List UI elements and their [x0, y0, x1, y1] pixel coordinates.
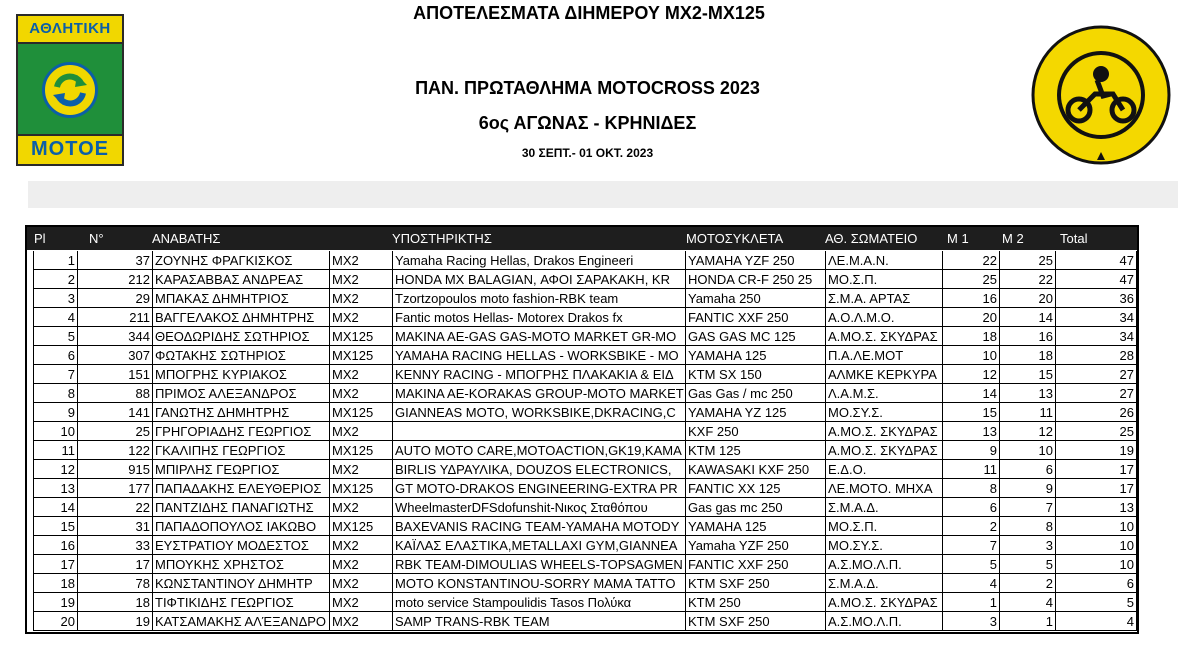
cell-club: Σ.Μ.Α. ΑΡΤΑΣ	[826, 289, 943, 308]
cell-rider: ΒΑΓΓΕΛΑΚΟΣ ΔΗΜΗΤΡΗΣ	[153, 308, 330, 327]
cell-moto1: 9	[943, 441, 1000, 460]
cell-rider: ΦΩΤΑΚΗΣ ΣΩΤΗΡΙΟΣ	[153, 346, 330, 365]
cell-moto1: 15	[943, 403, 1000, 422]
col-header-sponsor: ΥΠΟΣΤΗΡΙΚΤΗΣ	[392, 231, 492, 246]
table-row	[33, 346, 1137, 365]
cell-class: MX125	[330, 403, 393, 422]
cell-rider: ΘΕΟΔΩΡΙΔΗΣ ΣΩΤΗΡΙΟΣ	[153, 327, 330, 346]
cell-moto2: 7	[1000, 498, 1056, 517]
cell-class: MX2	[330, 555, 393, 574]
logo-top-text: ΑΘΛΗΤΙΚΗ	[29, 20, 111, 37]
cell-rider: ΜΠΟΓΡΗΣ ΚΥΡΙΑΚΟΣ	[153, 365, 330, 384]
cell-moto1: 4	[943, 574, 1000, 593]
cell-total: 28	[1056, 346, 1137, 365]
cell-club: ΑΛΜΚΕ ΚΕΡΚΥΡΑ	[826, 365, 943, 384]
results-table	[25, 225, 1139, 634]
logo-circle	[42, 62, 98, 118]
cell-club: ΜΟ.Σ.Π.	[826, 517, 943, 536]
cell-moto2: 6	[1000, 460, 1056, 479]
cell-rider: ΠΑΝΤΖΙΔΗΣ ΠΑΝΑΓΙΩΤΗΣ	[153, 498, 330, 517]
cell-moto1: 18	[943, 327, 1000, 346]
cell-class: MX2	[330, 422, 393, 441]
cell-number: 33	[78, 536, 153, 555]
cell-number: 212	[78, 270, 153, 289]
cell-moto2: 3	[1000, 536, 1056, 555]
cell-motorcycle: KTM 250	[686, 593, 826, 612]
cell-total: 27	[1056, 384, 1137, 403]
cell-class: MX2	[330, 593, 393, 612]
cell-sponsor: Tzortzopoulos moto fashion-RBK team	[393, 289, 686, 308]
cell-rider: ΚΩΝΣΤΑΝΤΙΝΟΥ ΔΗΜΗΤΡ	[153, 574, 330, 593]
cell-moto1: 14	[943, 384, 1000, 403]
cell-club: Σ.Μ.Α.Δ.	[826, 574, 943, 593]
cell-class: MX2	[330, 251, 393, 270]
cell-motorcycle: KTM 125	[686, 441, 826, 460]
table-row	[33, 289, 1137, 308]
table-row	[33, 460, 1137, 479]
cell-class: MX2	[330, 308, 393, 327]
federation-logo	[16, 14, 124, 166]
cell-sponsor: AUTO MOTO CARE,MOTOACTION,GK19,KAMA	[393, 441, 686, 460]
cell-position: 17	[33, 555, 78, 574]
cell-motorcycle: Yamaha 250	[686, 289, 826, 308]
cell-position: 2	[33, 270, 78, 289]
cell-motorcycle: KTM SXF 250	[686, 612, 826, 631]
cell-class: MX2	[330, 612, 393, 631]
cell-motorcycle: KTM SXF 250	[686, 574, 826, 593]
cell-total: 34	[1056, 327, 1137, 346]
cell-moto2: 22	[1000, 270, 1056, 289]
results-title: ΑΠΟΤΕΛΕΣΜΑΤΑ ΔΙΗΜΕΡΟΥ MX2-MX125	[413, 3, 765, 23]
cell-rider: ΚΑΤΣΑΜΑΚΗΣ ΑΛΈΞΑΝΔΡΟ	[153, 612, 330, 631]
cell-moto2: 13	[1000, 384, 1056, 403]
table-row	[33, 327, 1137, 346]
cell-total: 5	[1056, 593, 1137, 612]
cell-moto1: 16	[943, 289, 1000, 308]
cell-motorcycle: Yamaha YZF 250	[686, 536, 826, 555]
cell-number: 211	[78, 308, 153, 327]
cell-sponsor: moto service Stampoulidis Tasos Πολύκα	[393, 593, 686, 612]
cell-club: Α.ΜΟ.Σ. ΣΚΥΔΡΑΣ	[826, 593, 943, 612]
cell-motorcycle: GAS GAS MC 125	[686, 327, 826, 346]
cell-class: MX125	[330, 479, 393, 498]
table-row	[33, 308, 1137, 327]
cell-rider: ΜΠΑΚΑΣ ΔΗΜΗΤΡΙΟΣ	[153, 289, 330, 308]
table-header	[27, 227, 1137, 250]
cell-club: ΛΕ.ΜΟΤΟ. ΜΗΧΑ	[826, 479, 943, 498]
cell-class: MX2	[330, 270, 393, 289]
championship-title: ΠΑΝ. ΠΡΩΤΑΘΛΗΜΑ MOTOCROSS 2023	[415, 78, 760, 98]
cell-moto1: 11	[943, 460, 1000, 479]
cell-club: Α.ΜΟ.Σ. ΣΚΥΔΡΑΣ	[826, 441, 943, 460]
cell-total: 13	[1056, 498, 1137, 517]
cell-class: MX125	[330, 517, 393, 536]
cell-club: Λ.Α.Μ.Σ.	[826, 384, 943, 403]
cell-position: 4	[33, 308, 78, 327]
club-seal-icon	[1027, 24, 1175, 166]
table-row	[33, 251, 1137, 270]
cell-moto2: 8	[1000, 517, 1056, 536]
cell-position: 1	[33, 251, 78, 270]
cell-moto2: 16	[1000, 327, 1056, 346]
race-subtitle: 6ος ΑΓΩΝΑΣ - ΚΡΗΝΙΔΕΣ	[478, 113, 697, 133]
cell-number: 31	[78, 517, 153, 536]
cell-number: 307	[78, 346, 153, 365]
cell-total: 26	[1056, 403, 1137, 422]
cell-total: 10	[1056, 517, 1137, 536]
cell-class: MX125	[330, 441, 393, 460]
cell-club: ΜΟ.ΣΥ.Σ.	[826, 403, 943, 422]
cell-number: 37	[78, 251, 153, 270]
cell-moto1: 1	[943, 593, 1000, 612]
cell-position: 13	[33, 479, 78, 498]
cell-number: 915	[78, 460, 153, 479]
cell-sponsor: BIRLIS ΥΔΡΑΥΛΙΚΑ, DOUZOS ELECTRONICS,	[393, 460, 686, 479]
club-logo	[1027, 24, 1175, 166]
cell-rider: ΓΑΝΩΤΗΣ ΔΗΜΗΤΡΗΣ	[153, 403, 330, 422]
cell-number: 344	[78, 327, 153, 346]
table-row	[33, 498, 1137, 517]
cell-motorcycle: HONDA CR-F 250 25	[686, 270, 826, 289]
cell-motorcycle: FANTIC XX 125	[686, 479, 826, 498]
table-row	[33, 441, 1137, 460]
cell-sponsor: MAKINA AE-KORAKAS GROUP-MOTO MARKET	[393, 384, 686, 403]
cell-motorcycle: Gas Gas / mc 250	[686, 384, 826, 403]
cell-position: 19	[33, 593, 78, 612]
cell-motorcycle: KXF 250	[686, 422, 826, 441]
cell-club: Α.Σ.ΜΟ.Λ.Π.	[826, 555, 943, 574]
cell-sponsor: SAMP TRANS-RBK TEAM	[393, 612, 686, 631]
cell-motorcycle: YAMAHA 125	[686, 517, 826, 536]
cell-moto1: 22	[943, 251, 1000, 270]
cell-position: 10	[33, 422, 78, 441]
cell-rider: ΜΠΟΥΚΗΣ ΧΡΗΣΤΟΣ	[153, 555, 330, 574]
cell-class: MX2	[330, 384, 393, 403]
cell-moto2: 10	[1000, 441, 1056, 460]
table-row	[33, 517, 1137, 536]
table-row	[33, 612, 1137, 631]
cell-total: 17	[1056, 460, 1137, 479]
cell-class: MX2	[330, 365, 393, 384]
table-row	[33, 422, 1137, 441]
cell-motorcycle: YAMAHA 125	[686, 346, 826, 365]
cell-position: 5	[33, 327, 78, 346]
cell-position: 15	[33, 517, 78, 536]
cell-motorcycle: YAMAHA YZF 250	[686, 251, 826, 270]
cell-number: 29	[78, 289, 153, 308]
cell-club: ΛΕ.Μ.Α.Ν.	[826, 251, 943, 270]
cell-position: 14	[33, 498, 78, 517]
cell-total: 4	[1056, 612, 1137, 631]
table-row	[33, 555, 1137, 574]
cell-motorcycle: YAMAHA YZ 125	[686, 403, 826, 422]
cell-total: 25	[1056, 422, 1137, 441]
cell-sponsor: MOTO KONSTANTINOU-SORRY MAMA TATTO	[393, 574, 686, 593]
cell-class: MX125	[330, 346, 393, 365]
cell-rider: ΓΡΗΓΟΡΙΑΔΗΣ ΓΕΩΡΓΙΟΣ	[153, 422, 330, 441]
col-header-motorcycle: ΜΟΤΟΣΥΚΛΕΤΑ	[686, 231, 784, 246]
cell-sponsor: BAXEVANIS RACING TEAM-YAMAHA MOTODY	[393, 517, 686, 536]
cell-class: MX125	[330, 327, 393, 346]
cell-motorcycle: FANTIC XXF 250	[686, 555, 826, 574]
cell-moto1: 7	[943, 536, 1000, 555]
cell-rider: ΠΑΠΑΔΟΠΟΥΛΟΣ ΙΑΚΩΒΟ	[153, 517, 330, 536]
cell-number: 151	[78, 365, 153, 384]
table-row	[33, 270, 1137, 289]
cell-position: 9	[33, 403, 78, 422]
cell-moto2: 2	[1000, 574, 1056, 593]
cell-total: 34	[1056, 308, 1137, 327]
cell-rider: ΜΠΙΡΛΗΣ ΓΕΩΡΓΙΟΣ	[153, 460, 330, 479]
table-row	[33, 403, 1137, 422]
refresh-arrows-icon	[49, 69, 91, 111]
cell-sponsor: HONDA MX BALAGIAN, ΑΦΟΙ ΣΑΡΑΚΑΚΗ, KR	[393, 270, 686, 289]
cell-moto1: 20	[943, 308, 1000, 327]
table-row	[33, 479, 1137, 498]
cell-moto2: 20	[1000, 289, 1056, 308]
cell-number: 177	[78, 479, 153, 498]
cell-rider: ΕΥΣΤΡΑΤΙΟΥ ΜΟΔΕΣΤΟΣ	[153, 536, 330, 555]
cell-moto2: 25	[1000, 251, 1056, 270]
cell-moto2: 11	[1000, 403, 1056, 422]
cell-sponsor: Fantic motos Hellas- Motorex Drakos fx	[393, 308, 686, 327]
col-header-moto2: Μ 2	[1002, 231, 1024, 246]
table-row	[33, 536, 1137, 555]
cell-club: ΜΟ.ΣΥ.Σ.	[826, 536, 943, 555]
table-row	[33, 384, 1137, 403]
cell-total: 6	[1056, 574, 1137, 593]
cell-sponsor: GT MOTO-DRAKOS ENGINEERING-EXTRA PR	[393, 479, 686, 498]
cell-motorcycle: Gas gas mc 250	[686, 498, 826, 517]
cell-sponsor: RBK TEAM-DIMOULIAS WHEELS-TOPSAGMEN	[393, 555, 686, 574]
cell-club: ΜΟ.Σ.Π.	[826, 270, 943, 289]
cell-moto1: 10	[943, 346, 1000, 365]
cell-number: 122	[78, 441, 153, 460]
cell-number: 88	[78, 384, 153, 403]
cell-class: MX2	[330, 536, 393, 555]
cell-motorcycle: KTM SX 150	[686, 365, 826, 384]
cell-moto1: 12	[943, 365, 1000, 384]
cell-rider: ΠΡΙΜΟΣ ΑΛΕΞΑΝΔΡΟΣ	[153, 384, 330, 403]
col-header-number: N°	[89, 231, 104, 246]
cell-total: 19	[1056, 441, 1137, 460]
cell-total: 10	[1056, 536, 1137, 555]
cell-number: 17	[78, 555, 153, 574]
cell-sponsor: GIANNEAS MOTO, WORKSBIKE,DKRACING,C	[393, 403, 686, 422]
cell-sponsor: WheelmasterDFSdofunshit-Νικος Σταθόπου	[393, 498, 686, 517]
cell-position: 6	[33, 346, 78, 365]
cell-position: 8	[33, 384, 78, 403]
cell-moto2: 4	[1000, 593, 1056, 612]
cell-sponsor: KENNY RACING - ΜΠΟΓΡΗΣ ΠΛΑΚΑΚΙΑ & ΕΙΔ	[393, 365, 686, 384]
cell-position: 20	[33, 612, 78, 631]
cell-number: 141	[78, 403, 153, 422]
cell-position: 7	[33, 365, 78, 384]
cell-moto2: 14	[1000, 308, 1056, 327]
cell-number: 25	[78, 422, 153, 441]
cell-rider: ΖΟΥΝΗΣ ΦΡΑΓΚΙΣΚΟΣ	[153, 251, 330, 270]
cell-club: Α.Σ.ΜΟ.Λ.Π.	[826, 612, 943, 631]
cell-total: 27	[1056, 365, 1137, 384]
col-header-moto1: Μ 1	[947, 231, 969, 246]
cell-moto2: 18	[1000, 346, 1056, 365]
cell-position: 12	[33, 460, 78, 479]
cell-total: 17	[1056, 479, 1137, 498]
cell-class: MX2	[330, 289, 393, 308]
cell-moto1: 2	[943, 517, 1000, 536]
cell-club: Π.Α.ΛΕ.ΜΟΤ	[826, 346, 943, 365]
cell-rider: ΠΑΠΑΔΑΚΗΣ ΕΛΕΥΘΕΡΙΟΣ	[153, 479, 330, 498]
cell-number: 78	[78, 574, 153, 593]
col-header-total: Total	[1060, 231, 1088, 246]
cell-position: 3	[33, 289, 78, 308]
cell-moto1: 25	[943, 270, 1000, 289]
cell-sponsor	[393, 422, 686, 441]
cell-moto1: 8	[943, 479, 1000, 498]
cell-moto2: 12	[1000, 422, 1056, 441]
cell-position: 18	[33, 574, 78, 593]
cell-club: Α.ΜΟ.Σ. ΣΚΥΔΡΑΣ	[826, 327, 943, 346]
table-row	[33, 365, 1137, 384]
col-header-rider: ΑΝΑΒΑΤΗΣ	[152, 231, 221, 246]
cell-rider: ΚΑΡΑΣΑΒΒΑΣ ΑΝΔΡΕΑΣ	[153, 270, 330, 289]
cell-moto2: 1	[1000, 612, 1056, 631]
cell-total: 47	[1056, 251, 1137, 270]
cell-number: 22	[78, 498, 153, 517]
cell-total: 36	[1056, 289, 1137, 308]
cell-rider: ΓΚΑΛΙΠΗΣ ΓΕΩΡΓΙΟΣ	[153, 441, 330, 460]
cell-number: 18	[78, 593, 153, 612]
cell-moto1: 3	[943, 612, 1000, 631]
cell-sponsor: YAMAHA RACING HELLAS - WORKSBIKE - MO	[393, 346, 686, 365]
cell-number: 19	[78, 612, 153, 631]
cell-sponsor: MAKINA AE-GAS GAS-MOTO MARKET GR-MO	[393, 327, 686, 346]
cell-moto2: 15	[1000, 365, 1056, 384]
cell-motorcycle: FANTIC XXF 250	[686, 308, 826, 327]
cell-moto1: 6	[943, 498, 1000, 517]
logo-bottom-text: ΜΟΤΟΕ	[31, 138, 109, 160]
cell-class: MX2	[330, 498, 393, 517]
results-banner	[28, 181, 1178, 208]
cell-total: 10	[1056, 555, 1137, 574]
cell-total: 47	[1056, 270, 1137, 289]
cell-club: Α.Ο.Λ.Μ.Ο.	[826, 308, 943, 327]
cell-sponsor: Yamaha Racing Hellas, Drakos Engineeri	[393, 251, 686, 270]
cell-club: Α.ΜΟ.Σ. ΣΚΥΔΡΑΣ	[826, 422, 943, 441]
cell-moto2: 9	[1000, 479, 1056, 498]
race-dates: 30 ΣΕΠΤ.- 01 ΟΚΤ. 2023	[521, 146, 654, 160]
col-header-club: ΑΘ. ΣΩΜΑΤΕΙΟ	[825, 231, 918, 246]
cell-class: MX2	[330, 460, 393, 479]
table-row	[33, 593, 1137, 612]
cell-sponsor: ΚΑΪΛΑΣ ΕΛΑΣΤΙΚΑ,METALLAXI GYM,GIANNEA	[393, 536, 686, 555]
cell-moto2: 5	[1000, 555, 1056, 574]
cell-position: 16	[33, 536, 78, 555]
cell-position: 11	[33, 441, 78, 460]
table-row	[33, 574, 1137, 593]
cell-club: Ε.Δ.Ο.	[826, 460, 943, 479]
cell-club: Σ.Μ.Α.Δ.	[826, 498, 943, 517]
cell-moto1: 5	[943, 555, 1000, 574]
cell-motorcycle: KAWASAKI KXF 250	[686, 460, 826, 479]
col-header-pl: Pl	[34, 231, 46, 246]
cell-moto1: 13	[943, 422, 1000, 441]
cell-class: MX2	[330, 574, 393, 593]
cell-rider: ΤΙΦΤΙΚΙΔΗΣ ΓΕΩΡΓΙΟΣ	[153, 593, 330, 612]
